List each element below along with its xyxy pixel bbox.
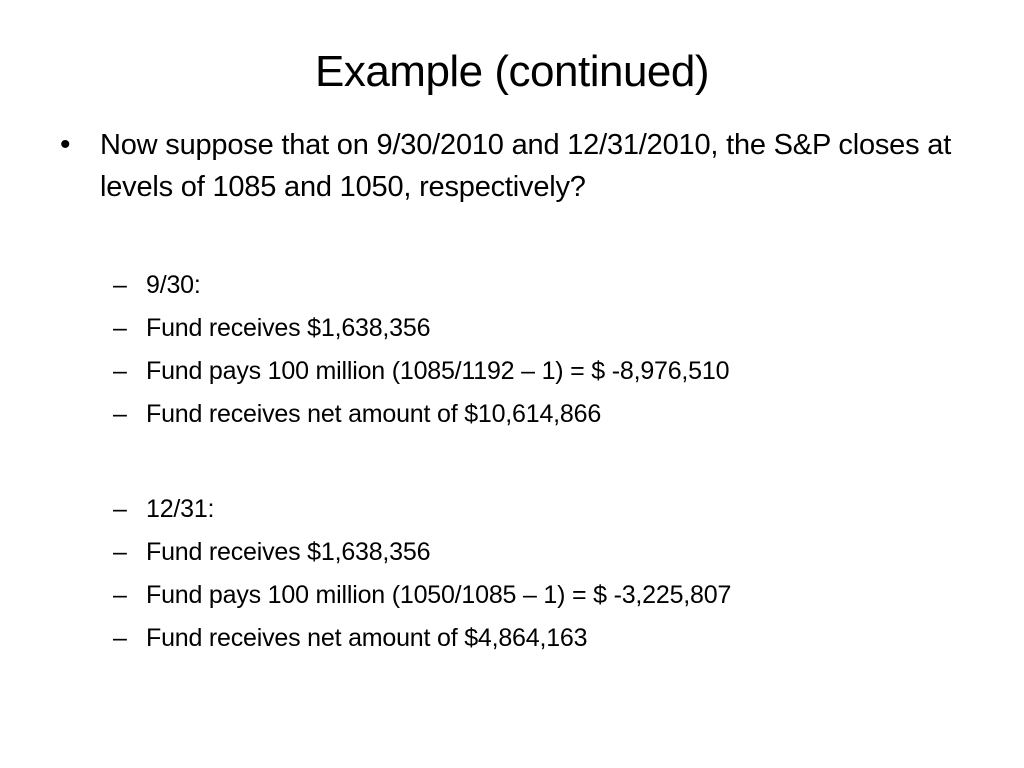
main-bullet [54, 124, 954, 208]
dash-icon: – [113, 271, 127, 299]
sub-item-text: Fund receives $1,638,356 [146, 538, 431, 566]
dash-icon: – [113, 624, 127, 652]
sub-item [113, 264, 933, 307]
sub-item [113, 393, 933, 436]
dash-icon: – [113, 400, 127, 428]
sub-item-text: 9/30: [146, 271, 201, 299]
sub-item-text: Fund pays 100 million (1085/1192 – 1) = $ -8,976,510 [146, 357, 730, 385]
sub-item [113, 617, 933, 660]
dash-icon: – [113, 581, 127, 609]
sub-item [113, 307, 933, 350]
main-bullet-text: Now suppose that on 9/30/2010 and 12/31/2010, the S&P closes at levels of 1085 and 1050, respectively? [100, 129, 952, 203]
slide-title: Example (continued) [314, 47, 710, 96]
sub-item [113, 574, 933, 617]
sub-item [113, 350, 933, 393]
sub-list-12-31 [113, 488, 933, 660]
dash-icon: – [113, 495, 127, 523]
sub-item [113, 531, 933, 574]
dash-icon: – [113, 538, 127, 566]
sub-item-text: Fund pays 100 million (1050/1085 – 1) = $ -3,225,807 [146, 581, 732, 609]
dash-icon: – [113, 357, 127, 385]
sub-item-text: Fund receives net amount of $4,864,163 [146, 624, 588, 652]
sub-item-text: Fund receives $1,638,356 [146, 314, 431, 342]
sub-item-text: 12/31: [146, 495, 215, 523]
sub-item-text: Fund receives net amount of $10,614,866 [146, 400, 602, 428]
dash-icon: – [113, 314, 127, 342]
sub-list-9-30 [113, 264, 933, 436]
sub-item [113, 488, 933, 531]
bullet-dot-icon: • [60, 128, 71, 161]
